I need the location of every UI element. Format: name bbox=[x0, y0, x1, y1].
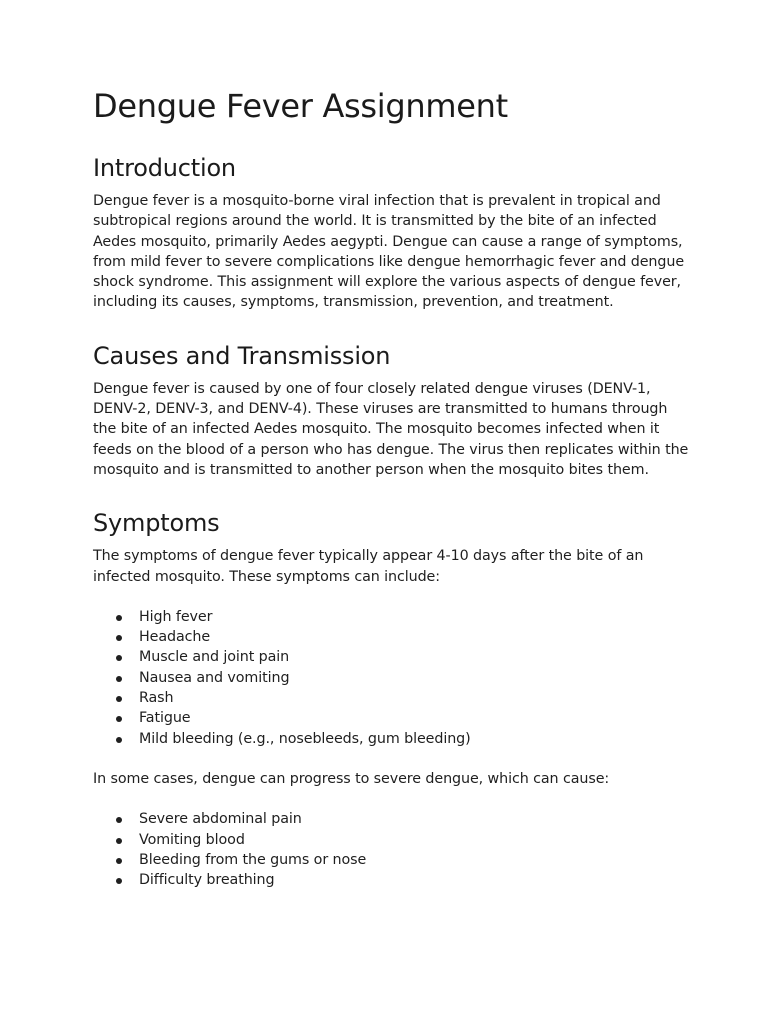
bullet-icon bbox=[116, 737, 122, 743]
bullet-icon bbox=[116, 635, 122, 641]
symptoms-intro-paragraph: The symptoms of dengue fever typically appear 4-10 days after the bite of an infected mosquito. These symptoms can include: bbox=[93, 548, 644, 585]
list-item bbox=[93, 850, 693, 870]
list-item-text: Headache bbox=[139, 629, 211, 646]
list-item bbox=[93, 607, 693, 627]
list-item-text: Nausea and vomiting bbox=[139, 669, 290, 686]
bullet-icon bbox=[116, 838, 122, 844]
list-item bbox=[93, 729, 693, 749]
list-item-text: Rash bbox=[139, 690, 174, 707]
list-item bbox=[93, 708, 693, 728]
list-item bbox=[93, 809, 693, 829]
list-item bbox=[93, 627, 693, 647]
severe-intro-paragraph: In some cases, dengue can progress to severe dengue, which can cause: bbox=[93, 770, 610, 787]
list-item-text: Bleeding from the gums or nose bbox=[139, 851, 367, 868]
symptoms-heading: Symptoms bbox=[93, 509, 220, 538]
list-item bbox=[93, 830, 693, 850]
bullet-icon bbox=[116, 696, 122, 702]
bullet-icon bbox=[116, 716, 122, 722]
causes-paragraph: Dengue fever is caused by one of four closely related dengue viruses (DENV-1, DENV-2, DENV-3, and DENV-4). These viruses are transmitted to humans through the bite of an infected Aedes mosquito. The mosquito becomes infected when it feeds on the blood of a person who has dengue. The virus then replicates within the mosquito and is transmitted to another person when the mosquito bites them. bbox=[93, 380, 689, 478]
bullet-icon bbox=[116, 655, 122, 661]
bullet-icon bbox=[116, 676, 122, 682]
introduction-paragraph: Dengue fever is a mosquito-borne viral infection that is prevalent in tropical and subtropical regions around the world. It is transmitted by the bite of an infected Aedes mosquito, primarily Aedes aegypti. Dengue can cause a range of symptoms, from mild fever to severe complications like dengue hemorrhagic fever and dengue shock syndrome. This assignment will explore the various aspects of dengue fever, including its causes, symptoms, transmission, prevention, and treatment. bbox=[93, 193, 685, 311]
list-item-text: Difficulty breathing bbox=[139, 872, 275, 889]
list-item-text: High fever bbox=[139, 608, 213, 625]
list-item-text: Fatigue bbox=[139, 710, 191, 727]
bullet-icon bbox=[116, 878, 122, 884]
list-item bbox=[93, 647, 693, 667]
list-item-text: Muscle and joint pain bbox=[139, 649, 290, 666]
list-item bbox=[93, 688, 693, 708]
bullet-icon bbox=[116, 615, 122, 621]
list-item bbox=[93, 668, 693, 688]
list-item-text: Mild bleeding (e.g., nosebleeds, gum bleeding) bbox=[139, 730, 471, 747]
severe-symptoms-list bbox=[93, 809, 693, 890]
list-item bbox=[93, 870, 693, 890]
causes-heading: Causes and Transmission bbox=[93, 341, 391, 370]
introduction-heading: Introduction bbox=[93, 154, 236, 182]
document-title: Dengue Fever Assignment bbox=[93, 87, 508, 125]
bullet-icon bbox=[116, 817, 122, 823]
bullet-icon bbox=[116, 858, 122, 864]
list-item-text: Severe abdominal pain bbox=[139, 811, 302, 828]
document-page bbox=[93, 86, 693, 910]
list-item-text: Vomiting blood bbox=[139, 831, 245, 848]
symptoms-list bbox=[93, 607, 693, 749]
